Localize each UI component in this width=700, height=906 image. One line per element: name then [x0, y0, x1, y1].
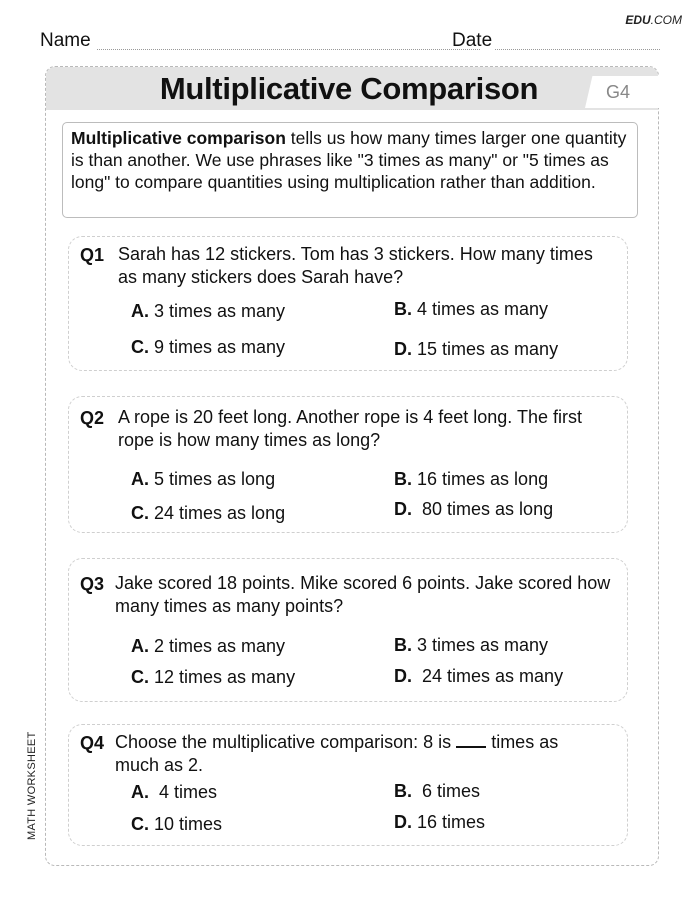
option-a[interactable]: A. 4 times [131, 782, 218, 802]
option-b[interactable]: B. 16 times as long [394, 469, 549, 489]
option-b[interactable]: B. 3 times as many [394, 635, 549, 655]
side-label: MATH WORKSHEET [26, 731, 38, 840]
option-d[interactable]: D. 15 times as many [394, 339, 559, 359]
question-number: Q1 [80, 245, 105, 265]
option-d[interactable]: D. 24 times as many [394, 666, 564, 686]
intro-text: tells us how many times larger one quantity is than another. We use phrases like "3 times as many" or "5 times as long" to compare quantities using multiplication rather than addition. [71, 128, 627, 192]
question-text: Choose the multiplicative comparison: 8 is times as much as 2. [115, 732, 559, 775]
option-d[interactable]: D. 80 times as long [394, 499, 554, 519]
date-field[interactable] [495, 49, 660, 50]
question-number: Q2 [80, 408, 105, 428]
question-number: Q3 [80, 574, 105, 594]
question-text: Sarah has 12 stickers. Tom has 3 stickers. How many times as many stickers does Sarah have? [118, 244, 593, 287]
option-a[interactable]: A. 5 times as long [131, 469, 276, 489]
grade-label: G4 [606, 82, 631, 102]
option-c[interactable]: C. 10 times [131, 814, 223, 834]
option-a[interactable]: A. 2 times as many [131, 636, 286, 656]
page-title: Multiplicative Comparison [159, 71, 539, 106]
option-b[interactable]: B. 4 times as many [394, 299, 549, 319]
brand-logo: EDU.COM [625, 13, 682, 27]
question-text: Jake scored 18 points. Mike scored 6 points. Jake scored how many times as many points? [115, 573, 611, 616]
name-field[interactable] [97, 49, 480, 50]
date-label: Date [452, 30, 493, 51]
intro-box [62, 122, 638, 218]
question-number: Q4 [80, 733, 105, 753]
option-b[interactable]: B. 6 times [394, 781, 481, 801]
question-text: A rope is 20 feet long. Another rope is 4 feet long. The first rope is how many times as long? [118, 407, 582, 450]
answer-blank [456, 732, 486, 748]
name-date-row [40, 30, 660, 56]
intro-term: Multiplicative comparison [71, 128, 286, 148]
option-c[interactable]: C. 12 times as many [131, 667, 296, 687]
option-d[interactable]: D. 16 times [394, 812, 486, 832]
option-a[interactable]: A. 3 times as many [131, 301, 286, 321]
option-c[interactable]: C. 9 times as many [131, 337, 286, 357]
name-label: Name [40, 30, 91, 51]
option-c[interactable]: C. 24 times as long [131, 503, 286, 523]
